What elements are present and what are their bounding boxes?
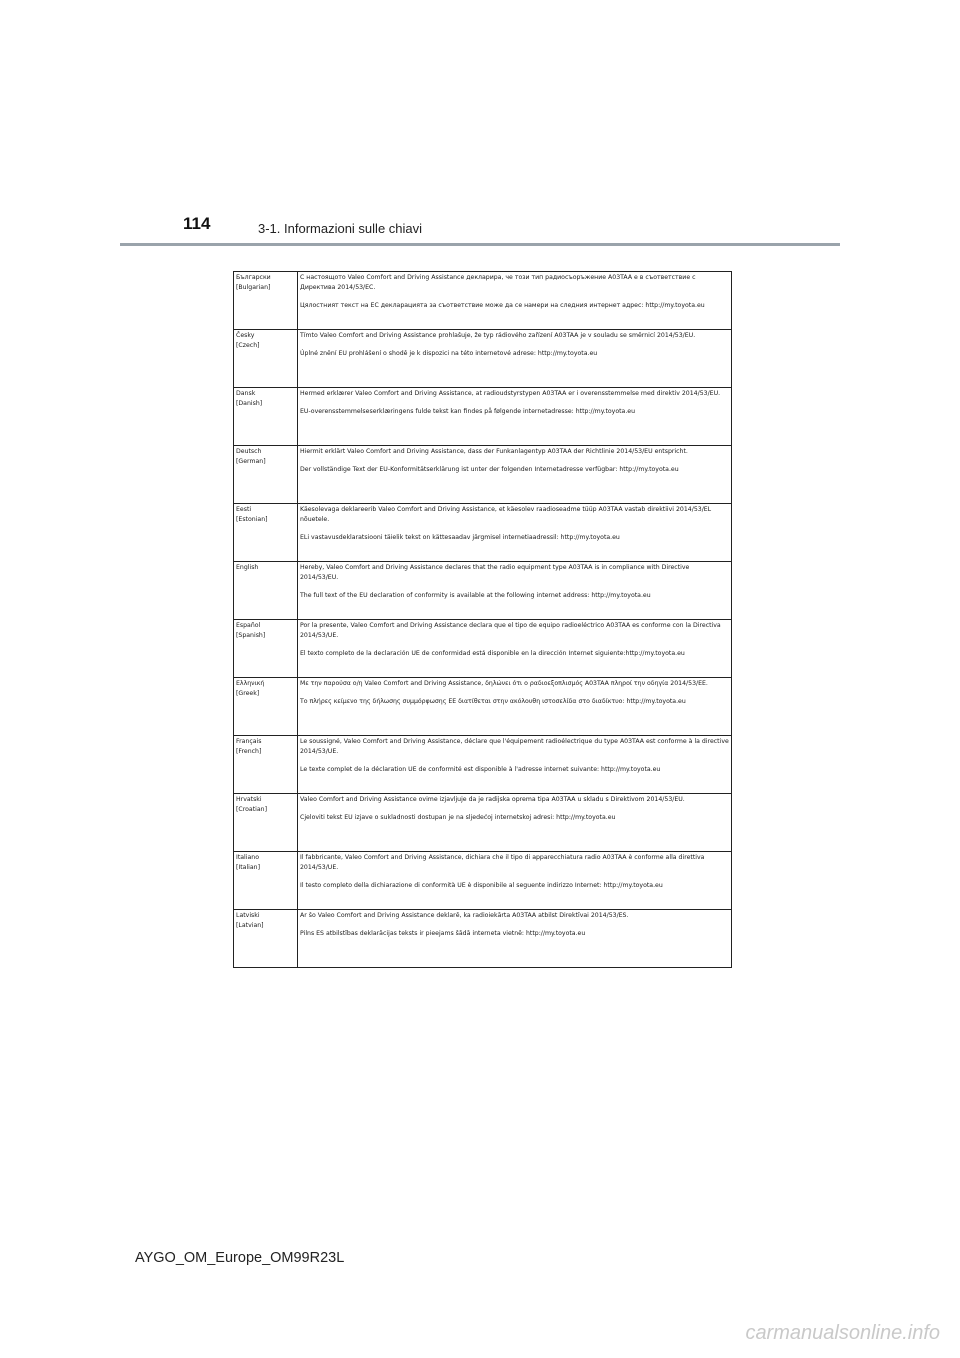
- section-title: 3-1. Informazioni sulle chiavi: [258, 221, 423, 236]
- language-english-name: [Greek]: [236, 689, 260, 697]
- declaration-text-cell: [298, 678, 732, 736]
- language-cell: [234, 678, 298, 736]
- declaration-text-cell: [298, 446, 732, 504]
- language-cell: [234, 388, 298, 446]
- language-english-name: [Estonian]: [236, 515, 268, 523]
- declaration-row: [234, 446, 732, 504]
- declaration-text-cell: [298, 562, 732, 620]
- watermark[interactable]: carmanualsonline.info: [745, 1322, 940, 1344]
- declaration-paragraph: Hiermit erklärt Valeo Comfort and Driving Assistance, dass der Funkanlagentyp A03TAA der Richtlinie 2014/53/EU entspricht.: [300, 448, 688, 455]
- language-name: Eesti: [236, 506, 252, 513]
- declaration-paragraph: Το πλήρες κείμενο της δήλωσης συμμόρφωσης ΕΕ διατίθεται στην ακόλουθη ιστοσελίδα στο διαδίκτυο: http://my.toyota.eu: [300, 697, 686, 705]
- declaration-text-cell: [298, 330, 732, 388]
- language-cell: [234, 562, 298, 620]
- declaration-paragraph: Цялостният текст на ЕС декларацията за съответствие може да се намери на следния интернет адрес: http://my.toyota.eu: [300, 301, 705, 309]
- header-divider: [120, 243, 840, 246]
- language-name: English: [236, 564, 259, 571]
- manual-code: AYGO_OM_Europe_OM99R23L: [135, 1250, 345, 1266]
- language-cell: [234, 446, 298, 504]
- language-cell: [234, 852, 298, 910]
- declaration-row: [234, 794, 732, 852]
- declaration-paragraph: Il fabbricante, Valeo Comfort and Driving Assistance, dichiara che il tipo di apparecchiatura radio A03TAA è conforme alla direttiva 2014/53/UE.: [300, 854, 705, 871]
- declaration-row: [234, 272, 732, 330]
- declaration-text-cell: [298, 388, 732, 446]
- language-english-name: [Bulgarian]: [236, 283, 271, 291]
- declaration-paragraph: Hereby, Valeo Comfort and Driving Assistance declares that the radio equipment type A03TAA is in compliance with Directive 2014/53/EU.: [300, 564, 690, 581]
- language-english-name: [French]: [236, 747, 262, 755]
- page-number: 114: [183, 214, 211, 233]
- declaration-paragraph: Il testo completo della dichiarazione di conformità UE è disponibile al seguente indirizzo Internet: http://my.toyota.eu: [300, 881, 663, 889]
- language-name: Česky: [236, 332, 255, 339]
- language-name: Deutsch: [236, 448, 262, 455]
- declaration-paragraph: Der vollständige Text der EU-Konformitätserklärung ist unter der folgenden Internetadresse verfügbar: http://my.toyota.eu: [300, 465, 679, 473]
- declaration-paragraph: ELi vastavusdeklaratsiooni täielik tekst on kättesaadav järgmisel internetiaadressil: http://my.toyota.eu: [300, 533, 620, 541]
- declaration-paragraph: Le texte complet de la déclaration UE de conformité est disponible à l'adresse internet suivante: http://my.toyota.eu: [300, 765, 661, 773]
- declaration-text-cell: [298, 852, 732, 910]
- language-cell: [234, 794, 298, 852]
- language-name: Español: [236, 622, 261, 629]
- language-name: Dansk: [236, 390, 256, 397]
- declaration-row: [234, 330, 732, 388]
- language-cell: [234, 504, 298, 562]
- declaration-paragraph: El texto completo de la declaración UE de conformidad está disponible en la dirección Internet siguiente:http://my.toyota.eu: [300, 649, 685, 657]
- declaration-row: [234, 678, 732, 736]
- declaration-paragraph: Úplné znění EU prohlášení o shodě je k dispozici na této internetové adrese: http://my.toyota.eu: [300, 349, 598, 357]
- declaration-paragraph: The full text of the EU declaration of conformity is available at the following internet address: http://my.toyota.eu: [300, 591, 651, 599]
- declaration-paragraph: С настоящото Valeo Comfort and Driving Assistance декларира, че този тип радиосъоръжение A03TAA е в съответствие с Директива 2014/53/ЕС.: [300, 274, 696, 291]
- declaration-text-cell: [298, 272, 732, 330]
- language-name: Ελληνική: [236, 680, 265, 687]
- declaration-text-cell: [298, 504, 732, 562]
- declaration-paragraph: Με την παρούσα ο/η Valeo Comfort and Driving Assistance, δηλώνει ότι ο ραδιοεξοπλισμός A03TAA πληροί την οδηγία 2014/53/ΕΕ.: [300, 680, 708, 687]
- language-english-name: [German]: [236, 457, 266, 465]
- declaration-row: [234, 736, 732, 794]
- language-cell: [234, 330, 298, 388]
- declaration-row: [234, 562, 732, 620]
- language-name: Italiano: [236, 854, 259, 861]
- declaration-paragraph: Le soussigné, Valeo Comfort and Driving Assistance, déclare que l'équipement radioélectrique du type A03TAA est conforme à la directive 2014/53/UE.: [300, 738, 729, 755]
- language-name: Français: [236, 738, 262, 745]
- declaration-paragraph: Cjeloviti tekst EU izjave o sukladnosti dostupan je na sljedećoj internetskoj adresi: http://my.toyota.eu: [300, 813, 616, 821]
- language-name: Hrvatski: [236, 796, 262, 803]
- declaration-text-cell: [298, 910, 732, 968]
- declaration-paragraph: Hermed erklærer Valeo Comfort and Driving Assistance, at radioudstyrstypen A03TAA er i overensstemmelse med direktiv 2014/53/EU.: [300, 390, 721, 397]
- language-english-name: [Italian]: [236, 863, 261, 871]
- language-english-name: [Latvian]: [236, 921, 264, 929]
- declaration-row: [234, 910, 732, 968]
- declaration-paragraph: Pilns ES atbilstības deklarācijas teksts ir pieejams šādā interneta vietnē: http://my.toyota.eu: [300, 929, 586, 937]
- language-english-name: [Croatian]: [236, 805, 267, 813]
- language-name: Български: [236, 274, 271, 281]
- declaration-row: [234, 388, 732, 446]
- declaration-text-cell: [298, 620, 732, 678]
- declaration-text-cell: [298, 736, 732, 794]
- declaration-row: [234, 620, 732, 678]
- declaration-paragraph: Tímto Valeo Comfort and Driving Assistance prohlašuje, že typ rádiového zařízení A03TAA je v souladu se směrnicí 2014/53/EU.: [300, 332, 696, 339]
- declaration-row: [234, 504, 732, 562]
- declaration-paragraph: EU-overensstemmelseserklæringens fulde tekst kan findes på følgende internetadresse: http://my.toyota.eu: [300, 407, 636, 415]
- declaration-paragraph: Käesolevaga deklareerib Valeo Comfort and Driving Assistance, et käesolev raadioseadme tüüp A03TAA vastab direktiivi 2014/53/EL nõuetele.: [300, 506, 712, 523]
- declaration-table: [233, 271, 732, 968]
- language-english-name: [Czech]: [236, 341, 260, 349]
- declaration-paragraph: Valeo Comfort and Driving Assistance ovime izjavljuje da je radijska oprema tipa A03TAA u skladu s Direktivom 2014/53/EU.: [300, 796, 685, 803]
- language-cell: [234, 272, 298, 330]
- language-english-name: [Spanish]: [236, 631, 266, 639]
- declaration-text-cell: [298, 794, 732, 852]
- language-name: Latviski: [236, 912, 260, 919]
- language-english-name: [Danish]: [236, 399, 263, 407]
- declaration-row: [234, 852, 732, 910]
- language-cell: [234, 736, 298, 794]
- language-cell: [234, 910, 298, 968]
- declaration-paragraph: Por la presente, Valeo Comfort and Driving Assistance declara que el tipo de equipo radioeléctrico A03TAA es conforme con la Directiva 2014/53/UE.: [300, 622, 721, 639]
- language-cell: [234, 620, 298, 678]
- declaration-paragraph: Ar šo Valeo Comfort and Driving Assistance deklarē, ka radioiekārta A03TAA atbilst Direktīvai 2014/53/ES.: [300, 912, 629, 919]
